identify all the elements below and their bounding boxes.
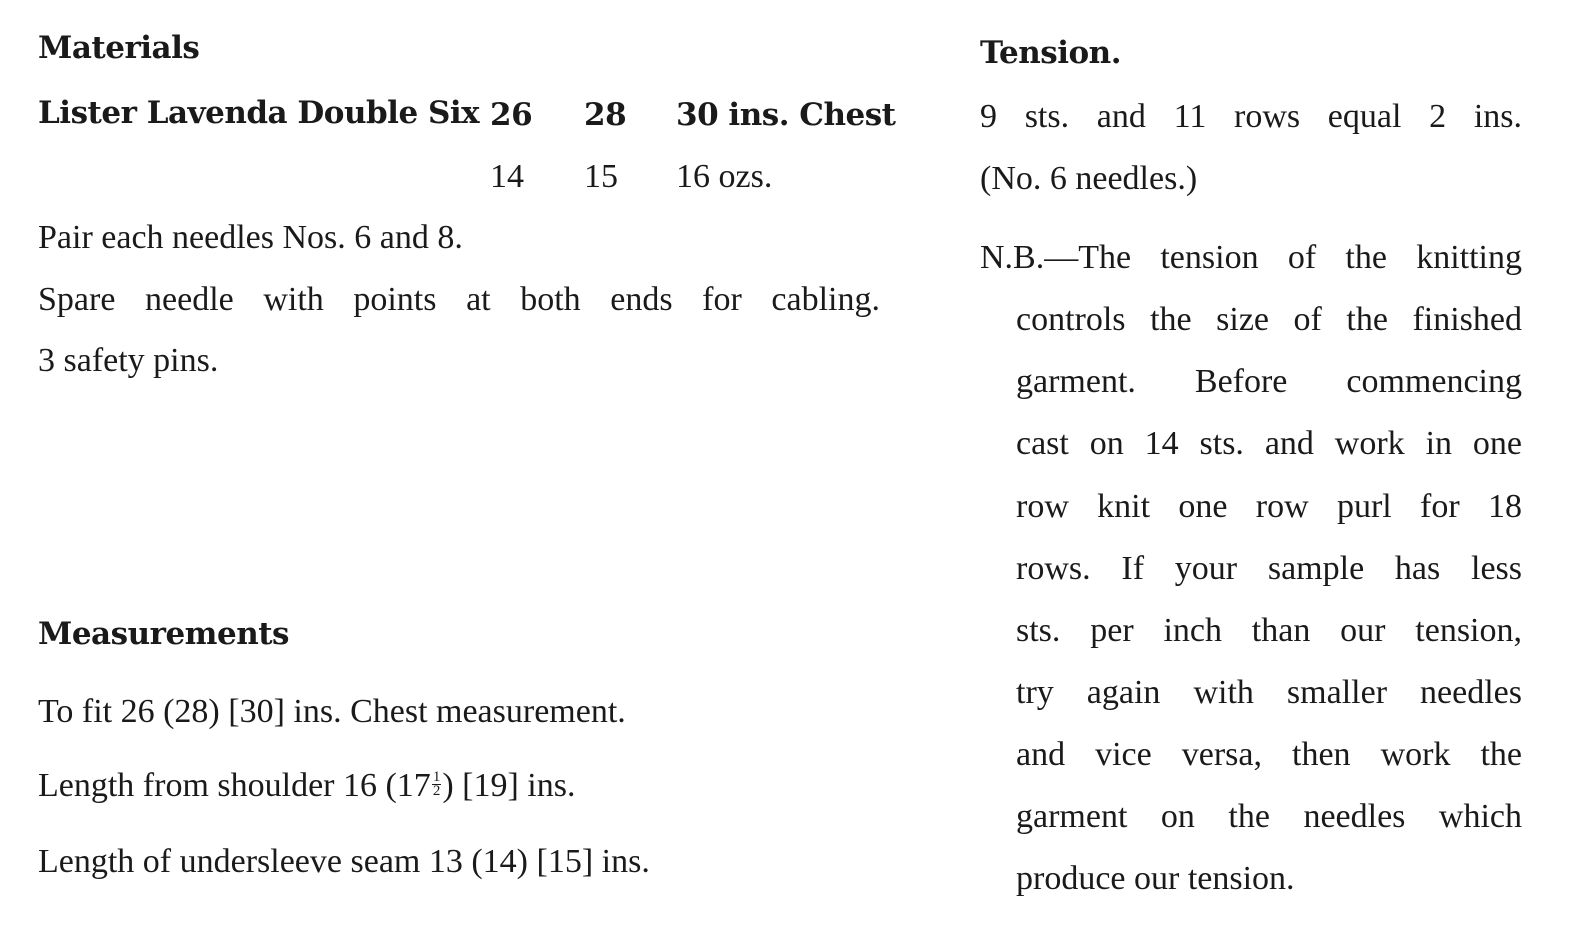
nb-line-11: produce our tension. bbox=[1016, 860, 1295, 897]
nb-line-5: row knit one row purl for 18 bbox=[1016, 488, 1522, 525]
quantity-15: 15 bbox=[584, 158, 618, 195]
nb-line-6: rows. If your sample has less bbox=[1016, 550, 1522, 587]
length-prefix: Length from shoulder 16 (17 bbox=[38, 767, 431, 804]
nb-line-7: sts. per inch than our tension, bbox=[1016, 612, 1522, 649]
spare-needle-line: Spare needle with points at both ends for cabling. bbox=[38, 281, 880, 318]
size-30-chest: 30 ins. Chest bbox=[676, 97, 896, 133]
fraction-denominator: 2 bbox=[432, 782, 441, 799]
nb-line-1: N.B.—The tension of the knitting bbox=[980, 239, 1522, 276]
nb-line-9: and vice versa, then work the bbox=[1016, 736, 1522, 773]
nb-line-4: cast on 14 sts. and work in one bbox=[1016, 425, 1522, 462]
length-line bbox=[38, 767, 575, 805]
quantity-16-ozs: 16 ozs. bbox=[676, 158, 773, 195]
tension-line-1: 9 sts. and 11 rows equal 2 ins. bbox=[980, 98, 1522, 135]
quantity-14: 14 bbox=[490, 158, 524, 195]
nb-line-8: try again with smaller needles bbox=[1016, 674, 1522, 711]
materials-heading: Materials bbox=[38, 30, 200, 66]
tension-line-2: (No. 6 needles.) bbox=[980, 160, 1198, 197]
measurements-heading: Measurements bbox=[38, 616, 290, 652]
undersleeve-line: Length of undersleeve seam 13 (14) [15] ins. bbox=[38, 843, 650, 880]
safety-pins-line: 3 safety pins. bbox=[38, 342, 219, 379]
size-26: 26 bbox=[490, 97, 533, 133]
nb-line-3: garment. Before commencing bbox=[1016, 363, 1522, 400]
needles-line: Pair each needles Nos. 6 and 8. bbox=[38, 219, 463, 256]
fraction-numerator: 1 bbox=[432, 768, 441, 785]
nb-line-2: controls the size of the finished bbox=[1016, 301, 1522, 338]
half-fraction bbox=[432, 768, 442, 799]
nb-line-10: garment on the needles which bbox=[1016, 798, 1522, 835]
tension-heading: Tension. bbox=[980, 35, 1122, 71]
yarn-label: Lister Lavenda Double Six bbox=[38, 95, 480, 131]
size-28: 28 bbox=[584, 97, 627, 133]
length-suffix: ) [19] ins. bbox=[442, 767, 576, 804]
fit-line: To fit 26 (28) [30] ins. Chest measurement. bbox=[38, 693, 626, 730]
